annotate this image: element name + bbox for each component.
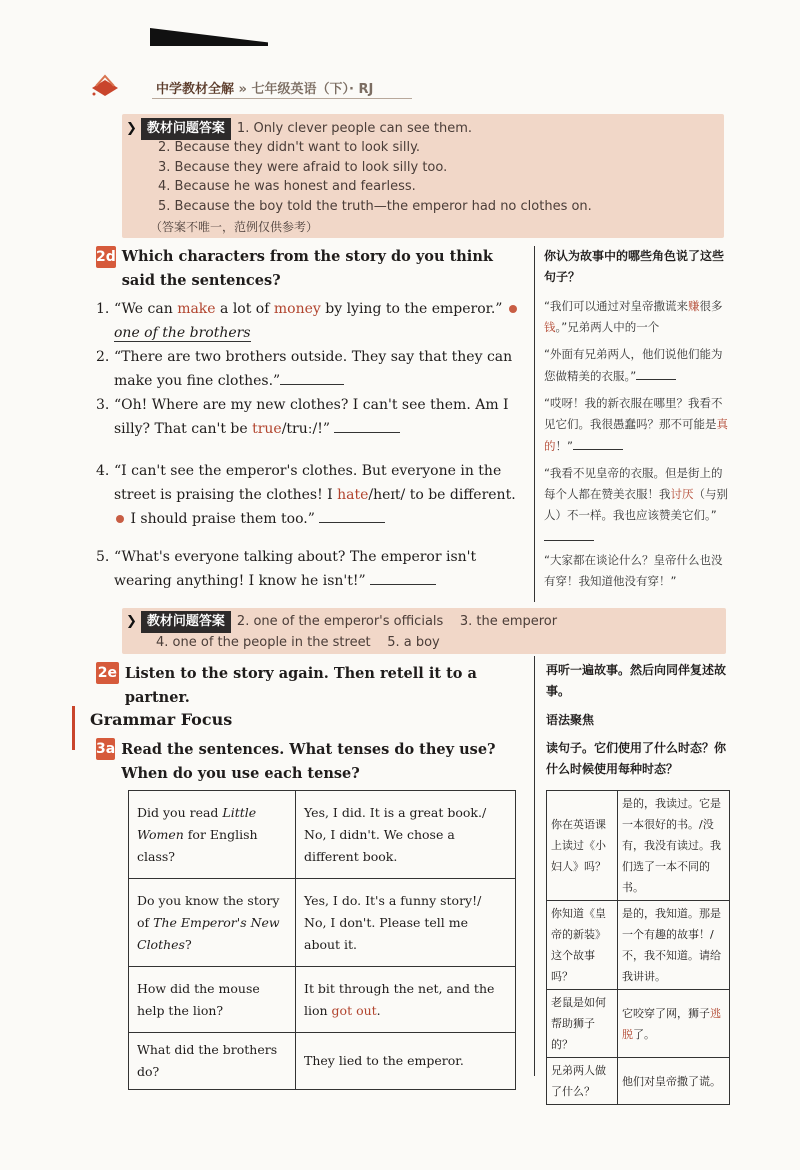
- table-row: [129, 1033, 516, 1090]
- list-item: 1. “We can make a lot of money by lying to the emperor.” one of the brothers: [96, 297, 526, 345]
- list-item: 5. “What's everyone talking about? The emperor isn't wearing anything! I know he isn't!”: [96, 549, 477, 589]
- table-cell: 兄弟两人做了什么？: [547, 1058, 618, 1105]
- section-2d: [96, 246, 526, 593]
- cn-item: “我们可以通过对皇帝撒谎来赚很多钱。”兄弟两人中的一个: [544, 299, 723, 334]
- answer-item: 1. Only clever people can see them.: [236, 121, 473, 136]
- table-cell: Do you know the story of The Emperor's New Clothes?: [129, 879, 296, 967]
- answer-item: 4. Because he was honest and fearless.: [158, 179, 416, 194]
- section-2d-cn: [544, 246, 728, 615]
- section-title: Which characters from the story do you think said the sentences?: [121, 248, 493, 289]
- table-row: [547, 901, 730, 990]
- answer-tag: 教材问题答案: [141, 611, 231, 633]
- answer-blank[interactable]: [319, 508, 385, 523]
- table-cell: 你在英语课上读过《小妇人》吗？: [547, 791, 618, 901]
- table-cell: How did the mouse help the lion?: [129, 967, 296, 1033]
- answer-box-2: [122, 608, 726, 654]
- table-cell: Did you read Little Women for English class?: [129, 791, 296, 879]
- section-3a: [96, 738, 526, 786]
- table-cell: 你知道《皇帝的新装》这个故事吗？: [547, 901, 618, 990]
- table-row: [547, 1058, 730, 1105]
- answer-item: 2. Because they didn't want to look silly.: [158, 140, 421, 155]
- answer-item: 4. one of the people in the street 5. a boy: [156, 635, 440, 650]
- table-cell: They lied to the emperor.: [296, 1033, 516, 1090]
- section-title: Read the sentences. What tenses do they use? When do you use each tense?: [121, 741, 496, 782]
- table-cell: It bit through the net, and the lion got out.: [296, 967, 516, 1033]
- header-underline: [152, 98, 412, 99]
- table-cell: 它咬穿了网，狮子逃脱了。: [618, 990, 730, 1058]
- table-row: [129, 879, 516, 967]
- note-dot-icon: [116, 515, 124, 523]
- list-item: 2. “There are two brothers outside. They say that they can make you fine clothes.”: [96, 349, 513, 389]
- section-badge: 2d: [96, 246, 116, 268]
- section-badge: 2e: [96, 662, 119, 684]
- cn-item: “大家都在谈论什么？皇帝什么也没有穿！我知道他没有穿！”: [544, 553, 723, 588]
- grammar-title: Grammar Focus: [90, 710, 233, 729]
- arrow-icon: ❯: [126, 614, 137, 629]
- table-cell: 是的，我读过。它是一本很好的书。/没有，我没有读过。我们选了一本不同的书。: [618, 791, 730, 901]
- book-logo-icon: [90, 74, 120, 98]
- answer-note: （答案不唯一，范例仅供参考）: [150, 220, 319, 234]
- grammar-table: [128, 790, 516, 1090]
- answer-item: 2. one of the emperor's officials 3. the emperor: [236, 614, 558, 629]
- column-divider: [534, 656, 535, 1076]
- cn-item: “外面有兄弟两人，他们说他们能为您做精美的衣服。”: [544, 347, 723, 383]
- answer-blank[interactable]: [280, 370, 344, 385]
- section-title-cn: 你认为故事中的哪些角色说了这些句子？: [544, 249, 725, 284]
- grammar-table-cn: [546, 790, 730, 1105]
- table-row: [547, 990, 730, 1058]
- list-item: 4. “I can't see the emperor's clothes. But everyone in the street is praising the clothes! I hate/heɪt/ to be different. I should praise them too.”: [96, 463, 516, 527]
- table-cell: Yes, I did. It is a great book./ No, I didn't. We chose a different book.: [296, 791, 516, 879]
- list-item: 3. “Oh! Where are my new clothes? I can't see them. Am I silly? That can't be true/truː/!”: [96, 397, 509, 437]
- section-title: Listen to the story again. Then retell it to a partner.: [124, 665, 477, 706]
- table-cell: Yes, I do. It's a funny story!/ No, I don't. Please tell me about it.: [296, 879, 516, 967]
- answer-item: 3. Because they were afraid to look silly too.: [158, 159, 448, 175]
- answer-tag: 教材问题答案: [141, 118, 231, 140]
- table-row: [547, 791, 730, 901]
- cn-item: “哎呀！我的新衣服在哪里？我看不见它们。我很愚蠢吗？那不可能是真的！”: [544, 396, 728, 453]
- table-cell: 老鼠是如何帮助狮子的？: [547, 990, 618, 1058]
- section-3a-cn: 读句子。它们使用了什么时态？你什么时候使用每种时态？: [546, 741, 727, 776]
- section-badge: 3a: [96, 738, 115, 760]
- table-row: [129, 967, 516, 1033]
- grammar-marker: [72, 706, 75, 750]
- grammar-title-cn: 语法聚焦: [546, 713, 595, 727]
- section-2e: [96, 662, 526, 710]
- answer-blank[interactable]: [370, 570, 436, 585]
- table-row: [129, 791, 516, 879]
- section-2e-cn: 再听一遍故事。然后向同伴复述故事。: [546, 663, 727, 698]
- header-title: 中学教材全解 » 七年级英语（下）· RJ: [156, 82, 374, 97]
- table-cell: 是的，我知道。那是一个有趣的故事！/不，我不知道。请给我讲讲。: [618, 901, 730, 990]
- answer-item: 5. Because the boy told the truth—the emperor had no clothes on.: [158, 198, 592, 214]
- table-cell: 他们对皇帝撒了谎。: [618, 1058, 730, 1105]
- cn-item: “我看不见皇帝的衣服。但是街上的每个人都在赞美衣服！我讨厌（与别人）不一样。我也应该赞美它们。”: [544, 463, 728, 548]
- note-dot-icon: [509, 305, 517, 313]
- table-cell: What did the brothers do?: [129, 1033, 296, 1090]
- arrow-icon: ❯: [126, 121, 137, 136]
- answer-blank[interactable]: [334, 418, 400, 433]
- column-divider: [534, 246, 535, 602]
- answer-box-1: [122, 114, 724, 238]
- answer-blank: one of the brothers: [114, 325, 251, 341]
- redaction-bar: [150, 28, 268, 46]
- page-header: [60, 72, 420, 106]
